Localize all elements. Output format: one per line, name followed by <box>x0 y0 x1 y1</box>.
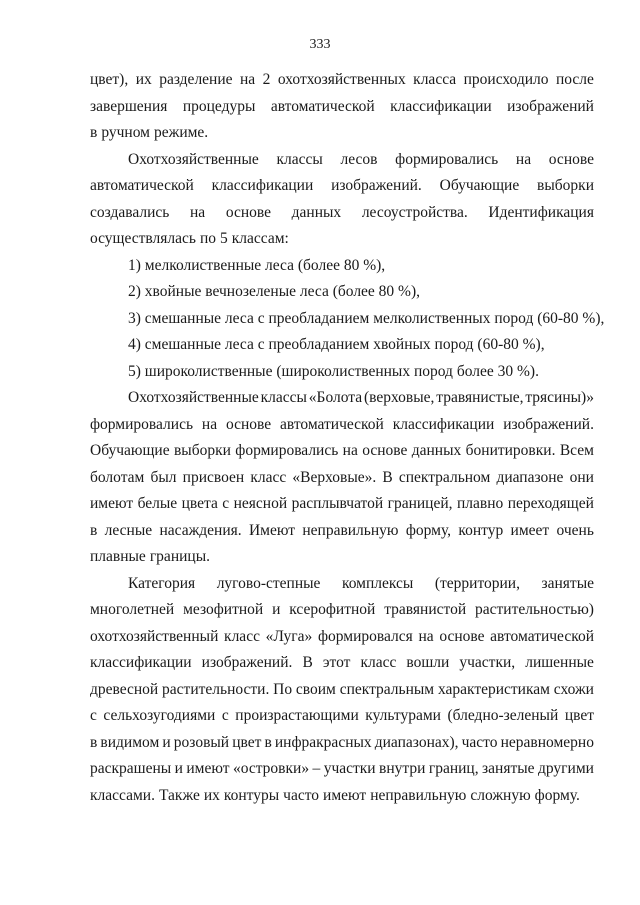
text-line: создавались на основе данных лесоустройства. Идентификация <box>90 203 594 221</box>
text-line: Охотхозяйственные классы лесов формировались на основе <box>128 150 594 168</box>
text-line: в видимом и розовый цвет в инфракрасных диапазонах), часто неравномерно <box>90 733 594 751</box>
text-line: многолетней мезофитной и ксерофитной травянистой растительностью) <box>90 601 594 618</box>
paragraph <box>90 67 594 147</box>
text-line: классами. Также их контуры часто имеют неправильную сложную форму. <box>90 786 580 804</box>
list-item: 2) хвойные вечнозеленые леса (более 80 %), <box>128 283 421 300</box>
text-line: Обучающие выборки формировались на основе данных бонитировки. Всем <box>90 442 594 459</box>
paragraph <box>90 385 594 571</box>
text-line: формировались на основе автоматической классификации изображений. <box>90 415 594 433</box>
text-line: плавные границы. <box>90 548 210 565</box>
text-line: автоматической классификации изображений. Обучающие выборки <box>90 177 594 194</box>
text-line: древесной растительности. По своим спектральным характеристикам схожи <box>90 680 594 698</box>
page-number: 333 <box>309 37 331 52</box>
text-line: Охотхозяйственные классы «Болота (верховые, травянистые, трясины)» <box>128 389 594 406</box>
text-line: раскрашены и имеют «островки» – участки внутри границ, занятые другими <box>90 760 594 777</box>
text-line: осуществлялась по 5 классам: <box>90 230 289 247</box>
paragraph <box>90 571 594 810</box>
document-body <box>90 67 605 809</box>
list-item: 5) широколиственные (широколиственных пород более 30 %). <box>128 362 539 380</box>
text-line: охотхозяйственный класс «Луга» формировался на основе автоматической <box>90 627 594 645</box>
paragraph <box>90 147 594 253</box>
list-item: 4) смешанные леса с преобладанием хвойных пород (60-80 %), <box>128 336 545 353</box>
text-line: в лесные насаждения. Имеют неправильную форму, контур имеет очень <box>90 521 594 539</box>
list-item: 3) смешанные леса с преобладанием мелколиственных пород (60-80 %), <box>128 309 605 327</box>
text-line: Категория лугово-степные комплексы (территории, занятые <box>128 574 594 592</box>
class-list <box>90 253 605 386</box>
list-item: 1) мелколиственные леса (более 80 %), <box>128 256 386 274</box>
text-line: классификации изображений. В этот класс вошли участки, лишенные <box>90 654 594 671</box>
text-line: болотам был присвоен класс «Верховые». В спектральном диапазоне они <box>90 468 594 486</box>
text-line: имеют белые цвета с неясной расплывчатой границей, плавно переходящей <box>90 495 594 512</box>
text-line: в ручном режиме. <box>90 124 209 141</box>
text-line: цвет), их разделение на 2 охотхозяйственных класса происходило после <box>90 71 594 88</box>
text-line: с сельхозугодиями с произрастающими культурами (бледно-зеленый цвет <box>90 707 594 724</box>
text-line: завершения процедуры автоматической классификации изображений <box>90 97 594 115</box>
